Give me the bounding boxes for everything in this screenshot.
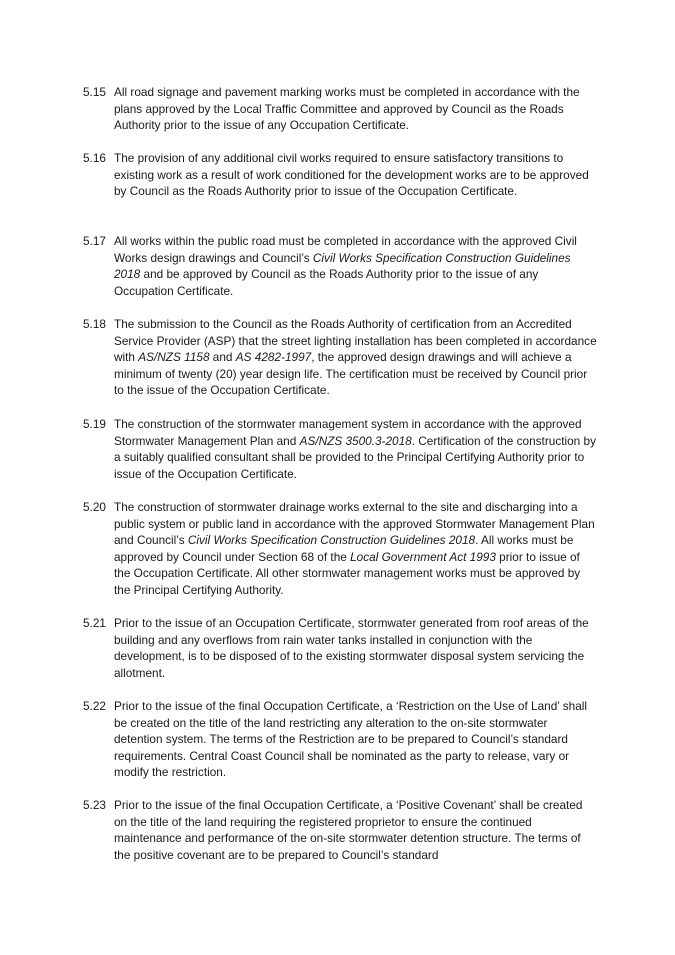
clause-number: 5.16 (83, 151, 106, 165)
clause-text-segment: The provision of any additional civil works required to ensure satisfactory transitions to existing work as a result of work conditioned for the development works are to be approved by Council as the Roads Authority prior to issue of the Occupation Certificate. (114, 151, 589, 199)
clause-text-segment: prior to issue of the Occupation Certificate. All other stormwater management works must be approved by the Principal Certifying Authority. (114, 549, 581, 597)
clause-text-segment: Prior to the issue of the final Occupation Certificate, a ‘Positive Covenant’ shall be created on the title of the land requiring the registered proprietor to ensure the continued maintenance and performance of the on-site stormwater detention structure. The terms of the positive covenant are to be prepared to Council’s standard (114, 798, 583, 862)
clause-text (114, 84, 598, 134)
clause-text-segment: All road signage and pavement marking works must be completed in accordance with the plans approved by the Local Traffic Committee and approved by Council as the Roads Authority prior to the issue of any Occupation Certificate. (114, 85, 580, 133)
clause-number: 5.15 (83, 85, 106, 99)
clause-text-segment: The submission to the Council as the Roads Authority of certification from an Accredited Service Provider (ASP) that the street lighting installation has been completed in accordance with (114, 317, 597, 365)
clause-text (114, 499, 598, 599)
clause-5-23 (83, 797, 598, 863)
clause-text (114, 316, 598, 399)
clause-text (114, 416, 598, 482)
clause-text (114, 698, 598, 781)
clause-5-21 (83, 615, 598, 681)
clause-text (114, 797, 598, 863)
clause-number: 5.19 (83, 417, 106, 431)
italic-reference: AS 4282-1997 (235, 350, 312, 365)
clause-text-segment: , the approved design drawings and will achieve a minimum of twenty (20) year design life. The certification must be received by Council prior to the issue of the Occupation Certificate. (114, 350, 588, 398)
clause-text-segment: and (209, 350, 236, 365)
clause-text-segment: Prior to the issue of an Occupation Certificate, stormwater generated from roof areas of the building and any overflows from rain water tanks installed in conjunction with the development, is to be disposed of to the existing stormwater disposal system servicing the allotment. (114, 616, 589, 680)
clause-5-17 (83, 233, 598, 299)
clause-5-18 (83, 316, 598, 399)
italic-reference: AS/NZS 1158 (138, 350, 210, 365)
clause-5-15 (83, 84, 598, 134)
clause-text-segment: . Certification of the construction by a suitably qualified consultant shall be provided to the Principal Certifying Authority prior to issue of the Occupation Certificate. (114, 433, 596, 481)
clause-5-22 (83, 698, 598, 781)
clause-5-20 (83, 499, 598, 599)
italic-reference: AS/NZS 3500.3-2018 (299, 433, 412, 448)
clause-number: 5.18 (83, 317, 106, 331)
clause-text-segment: All works within the public road must be completed in accordance with the approved Civil Works design drawings and Council’s (114, 234, 577, 265)
clause-text (114, 615, 598, 681)
clause-text-segment: The construction of stormwater drainage works external to the site and discharging into a public system or public land in accordance with the approved Stormwater Management Plan and Council’s (114, 500, 595, 548)
clause-5-16 (83, 150, 598, 200)
italic-reference: Civil Works Specification Construction Guidelines 2018 (114, 250, 571, 282)
clause-number: 5.22 (83, 699, 106, 713)
clause-text (114, 150, 598, 200)
clause-number: 5.21 (83, 616, 106, 630)
clause-number: 5.23 (83, 798, 106, 812)
italic-reference: Civil Works Specification Construction Guidelines 2018 (187, 533, 476, 548)
clause-text-segment: . All works must be approved by Council under Section 68 of the (114, 533, 574, 564)
clause-number: 5.20 (83, 500, 106, 514)
clause-text (114, 233, 598, 299)
italic-reference: Local Government Act 1993 (350, 549, 496, 564)
clause-text-segment: The construction of the stormwater management system in accordance with the approved Stormwater Management Plan and (114, 417, 582, 448)
clause-text-segment: and be approved by Council as the Roads Authority prior to the issue of any Occupation Certificate. (114, 267, 539, 298)
clause-5-19 (83, 416, 598, 482)
clause-number: 5.17 (83, 234, 106, 248)
clause-text-segment: Prior to the issue of the final Occupation Certificate, a ‘Restriction on the Use of Land’ shall be created on the title of the land restricting any alteration to the on-site stormwater detention system. The terms of the Restriction are to be prepared to Council’s standard requirements. Central Coast Council shall be nominated as the party to release, vary or modify the restriction. (114, 699, 587, 780)
